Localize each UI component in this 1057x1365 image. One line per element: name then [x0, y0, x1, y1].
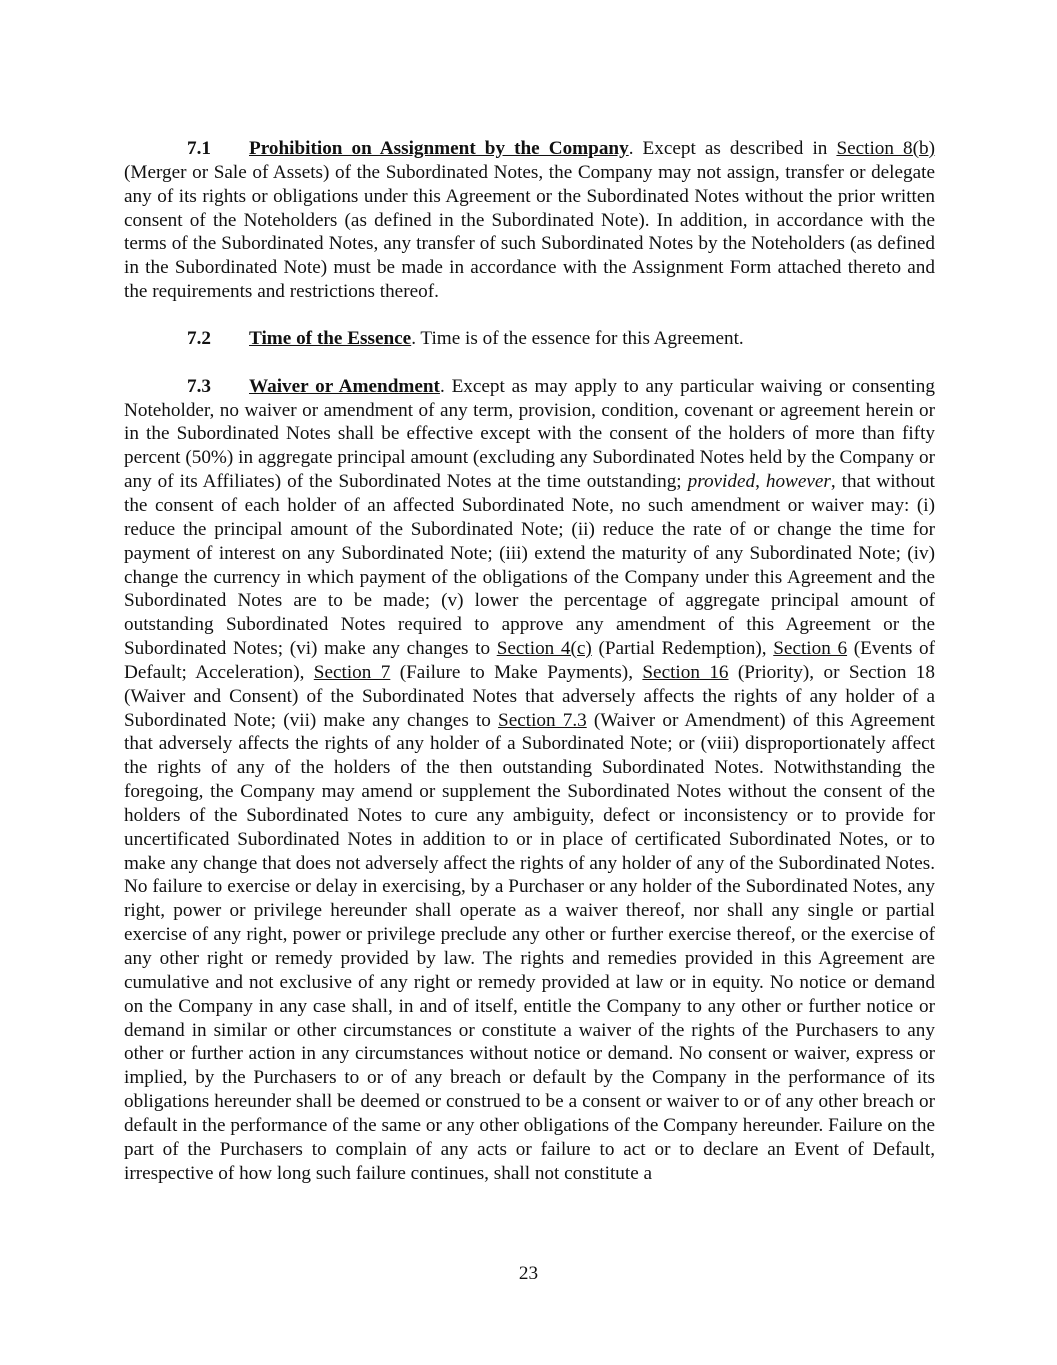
section-text: (Failure to Make Payments), [390, 661, 643, 683]
italic-term: provided [687, 471, 756, 493]
section-text: (Waiver or Amendment) of this Agreement that adversely affects the rights of any holder of a Subordinated Note; or (viii) disproportionately affect the rights of any of the holders of the then outstanding Subordinated Notes. Notwithstanding the foregoing, the Company may amend or supplement the Subordinated Notes without the consent of the holders of the Subordinated Notes to cure any ambiguity, defect or inconsistency or to provide for uncertificated Subordinated Notes in addition to or in place of certificated Subordinated Notes, or to make any change that does not adversely affect the rights of any holder of any of the Subordinated Notes. No failure to exercise or delay in exercising, by a Purchaser or any holder of the Subordinated Notes, any right, power or privilege hereunder shall operate as a waiver thereof, nor shall any single or partial exercise of any right, power or privilege preclude any other or further exercise thereof, or the exercise of any other right or remedy provided by law. The rights and remedies provided in this Agreement are cumulative and not exclusive of any right or remedy provided at law or in equity. No notice or demand on the Company in any case shall, in and of itself, entitle the Company to any other or further notice or demand in similar or other circumstances or constitute a waiver of the rights of the Purchasers to any other or further action in any circumstances without notice or demand. No consent or waiver, express or implied, by the Purchasers to or of any breach or default by the Company in the performance of its obligations hereunder shall be deemed or construed to be a consent or waiver to or of any other breach or default in the performance of the same or any other obligations of the Company hereunder. Failure on the part of the Purchasers to complain of any acts or failure to act or to declare an Event of Default, irrespective of how long such failure continues, shall not constitute a [124, 709, 936, 1184]
section-number: 7.3 [187, 375, 211, 397]
section-text: (Events of Default; Acceleration), [124, 638, 935, 683]
section-heading: Prohibition on Assignment by the Company [249, 138, 629, 159]
section-number: 7.2 [187, 328, 211, 350]
section-reference: Section 6 [773, 638, 848, 660]
section-text: . Except as may apply to any particular waiving or consenting Noteholder, no waiver or amendment of any term, provision, condition, covenant or agreement herein or in the Subordinated Notes shall be effective except with the consent of the holders of more than fifty percent (50%) in aggregate principal amount (excluding any Subordinated Notes held by the Company or any of its Affiliates) of the Subordinated Notes at the time outstanding; [124, 375, 935, 493]
section-reference: Section 4(c) [496, 638, 592, 660]
section-text: , [755, 471, 766, 493]
section-number: 7.1 [187, 138, 211, 159]
section-reference: Section 7 [313, 661, 391, 683]
page-number: 23 [518, 1263, 539, 1284]
section-heading: Time of the Essence [249, 328, 412, 350]
section-7-3 [124, 375, 935, 1186]
section-text: (Priority), or Section 18 (Waiver and Consent) of the Subordinated Notes that adversely affects the rights of any holder of a Subordinated Note; (vii) make any changes to [124, 661, 935, 731]
section-text: . Time is of the essence for this Agreement. [411, 328, 744, 350]
section-text: (Merger or Sale of Assets) of the Subordinated Notes, the Company may not assign, transfer or delegate any of its rights or obligations under this Agreement or the Subordinated Notes without the prior written consent of the Noteholders (as defined in the Subordinated Note). In addition, in accordance with the terms of the Subordinated Notes, any transfer of such Subordinated Notes by the Noteholders (as defined in the Subordinated Note) must be made in accordance with the Assignment Form attached thereto and the requirements and restrictions thereof. [124, 161, 935, 303]
section-heading: Waiver or Amendment [249, 375, 440, 397]
section-reference: Section 7.3 [498, 709, 587, 731]
section-7-1 [124, 137, 935, 304]
section-text: . Except as described in [628, 138, 837, 159]
section-text: , that without the consent of each holder of an affected Subordinated Note, no such amendment or waiver may: (i) reduce the principal amount of the Subordinated Note; (ii) reduce the rate of or change the time for payment of interest on any Subordinated Note; (iii) extend the maturity of any Subordinated Note; (iv) change the currency in which payment of the obligations of the Company under this Agreement and the Subordinated Notes are to be made; (v) lower the percentage of aggregate principal amount of outstanding Subordinated Notes required to approve any amendment of this Agreement or the Subordinated Notes; (vi) make any changes to [124, 471, 936, 660]
section-text: (Partial Redemption), [591, 638, 774, 660]
section-reference: Section 8(b) [836, 138, 936, 159]
italic-term: however [765, 471, 831, 493]
section-reference: Section 16 [642, 661, 729, 683]
document-page [124, 137, 935, 1185]
section-7-2 [124, 327, 935, 351]
